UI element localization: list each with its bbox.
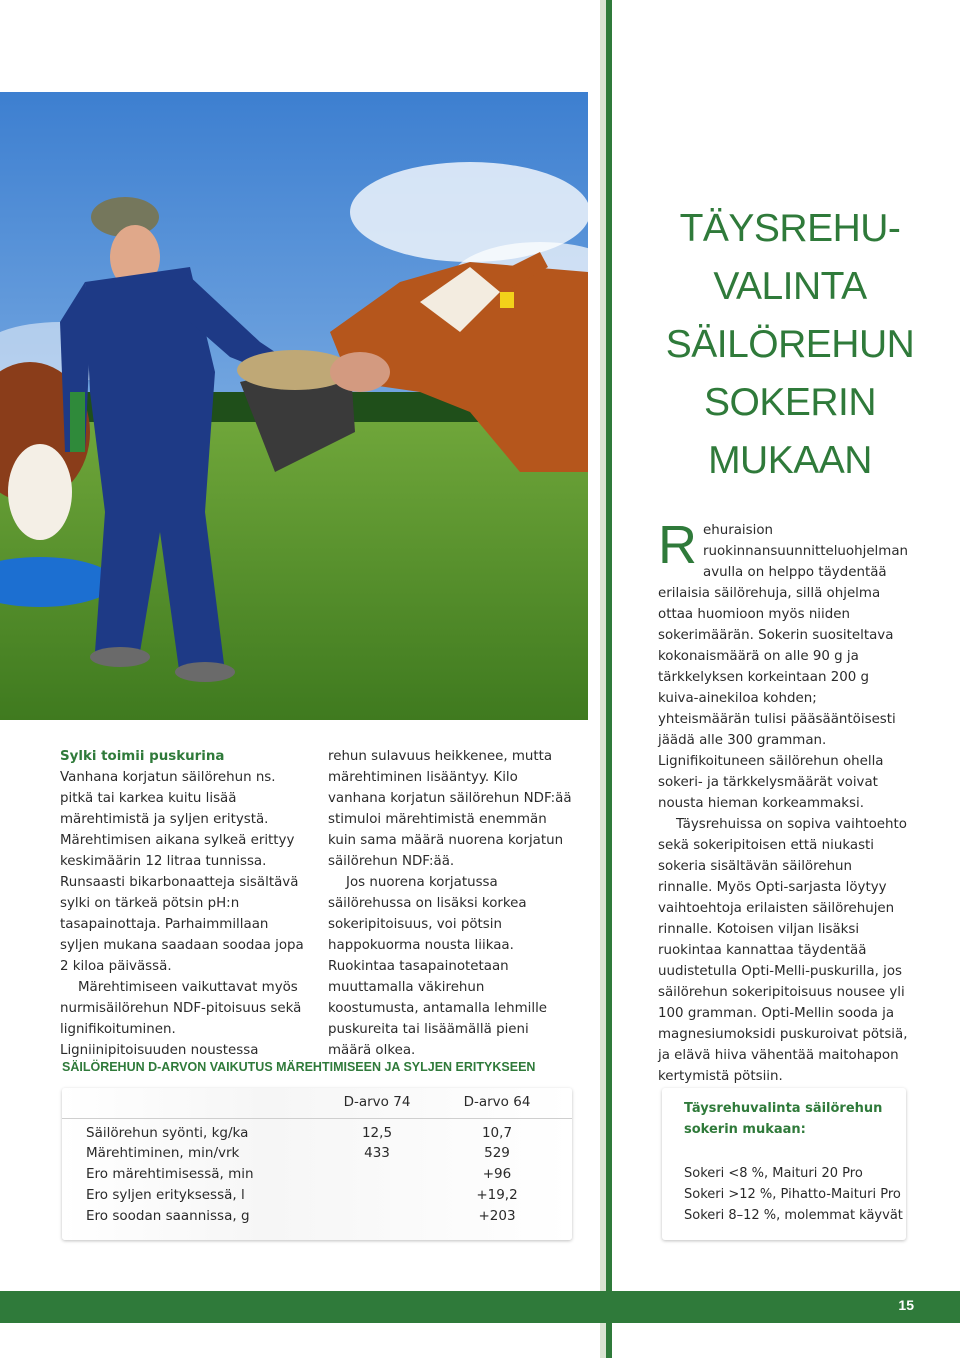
- row-value: 10,7: [481, 1125, 513, 1141]
- table-header: D-arvo 64: [463, 1094, 531, 1110]
- row-value: +203: [478, 1208, 516, 1224]
- table-title: SÄILÖREHUN D-ARVON VAIKUTUS MÄREHTIMISEEN JA SYLJEN ERITYKSEEN: [62, 1060, 536, 1074]
- row-label: Ero soodan saannissa, g: [86, 1208, 250, 1224]
- table-row: [62, 1125, 572, 1145]
- row-value: 12,5: [361, 1125, 393, 1141]
- column-3: [658, 515, 909, 1087]
- title-line: TÄYSREHU-: [679, 207, 901, 250]
- title-line: MUKAAN: [708, 439, 872, 482]
- row-label: Ero syljen erityksessä, l: [86, 1187, 245, 1203]
- data-table: [62, 1088, 572, 1240]
- row-value: 433: [364, 1145, 390, 1161]
- title-line: SOKERIN: [703, 381, 877, 424]
- paragraph: Vanhana korjatun säilörehun ns. pitkä tai karkea kuitu lisää märehtimistä ja syljen eritystä. Märehtimisen aikana sylkeä erittyy keskimäärin 12 litraa tunnissa. Runsaasti bikarbonaatteja sisältävä sylki on tärkeä pötsin pH:n tasapainottaja. Parhaimmillaan syljen mukana saadaan soodaa jopa 2 kiloa päivässä.: [60, 770, 304, 974]
- row-label: Ero märehtimisessä, min: [86, 1166, 254, 1182]
- paragraph: [658, 515, 909, 814]
- page-number: 15: [898, 1297, 914, 1313]
- drop-cap: R: [658, 515, 697, 575]
- row-value: +96: [482, 1166, 512, 1182]
- recommendation-box: [662, 1088, 906, 1240]
- paragraph: Täysrehuissa on sopiva vaihtoehto sekä sokeripitoisen että niukasti sokeria sisältävän säilörehun rinnalle. Myös Opti-sarjasta löytyy vaihtoehtoja erilaisten säilörehujen rinnalle. Kotoisen viljan lisäksi ruokintaa kannattaa täydentää uudistetulla Opti-Melli-puskurilla, jos säilörehun sokeripitoisuus nousee yli 100 gramman. Opti-Mellin sooda ja magnesiumoksidi puskuroivat pötsiä, ja elävä hiiva vähentää maitohapon kertymistä pötsiin.: [658, 817, 908, 1084]
- row-label: Säilörehun syönti, kg/ka: [86, 1125, 249, 1141]
- row-value: +19,2: [476, 1187, 518, 1203]
- row-label: Märehtiminen, min/vrk: [86, 1145, 240, 1161]
- table-divider: [62, 1118, 572, 1119]
- column-2: [328, 746, 573, 1061]
- section-heading: Sylki toimii puskurina: [60, 749, 225, 764]
- stripe-dark: [606, 0, 612, 1358]
- farmer-cow-photo: [0, 92, 588, 720]
- paragraph-text: ehuraision ruokinnansuunnitteluohjelman avulla on helppo täydentää erilaisia säilörehuja, sillä ohjelma ottaa huomioon myös niiden sokerimäärän. Sokerin suositeltava kokonaismäärä on alle 90 g ja tärkkelyksen korkeintaan 200 g kuiva-ainekiloa kohden; yhteismäärän tulisi pääsääntöisesti jäädä alle 300 gramman. Lignifikoituneen säilörehun ohella sokeri- ja tärkkelysmäärät voivat nousta hieman korkeammaksi.: [658, 523, 909, 811]
- column-1: [60, 746, 305, 1061]
- title-line: SÄILÖREHUN: [665, 323, 915, 366]
- paragraph: Jos nuorena korjatussa säilörehussa on lisäksi korkea sokeripitoisuus, voi pötsin happokuorma nousta liikaa. Ruokintaa tasapainotetaan muuttamalla väkirehun koostumusta, antamalla lehmille puskureita tai lisäämällä pieni määrä olkea.: [328, 875, 548, 1058]
- title-line: VALINTA: [713, 265, 867, 308]
- footer-bar: [0, 1291, 960, 1323]
- table-row: [62, 1166, 572, 1186]
- table-row: [62, 1187, 572, 1207]
- paragraph: rehun sulavuus heikkenee, mutta märehtiminen lisääntyy. Kilo vanhana korjatun säilörehun NDF:ää stimuloi märehtimistä enemmän kuin sama määrä nuorena korjatun säilörehun NDF:ää.: [328, 749, 572, 869]
- table-row: [62, 1208, 572, 1228]
- box-line: Sokeri 8–12 %, molemmat käyvät: [684, 1208, 903, 1223]
- box-heading: Täysrehuvalinta säilörehun sokerin mukaan:: [684, 1101, 883, 1137]
- row-value: 529: [484, 1145, 510, 1161]
- table-header: D-arvo 74: [343, 1094, 411, 1110]
- paragraph: Märehtimiseen vaikuttavat myös nurmisäilörehun NDF-pitoisuus sekä lignifikoituminen. Ligniinipitoisuuden noustessa: [60, 980, 302, 1058]
- box-line: Sokeri <8 %, Maituri 20 Pro: [684, 1166, 863, 1181]
- page-title: [640, 200, 940, 490]
- table-row: [62, 1145, 572, 1165]
- box-line: Sokeri >12 %, Pihatto-Maituri Pro: [684, 1187, 901, 1202]
